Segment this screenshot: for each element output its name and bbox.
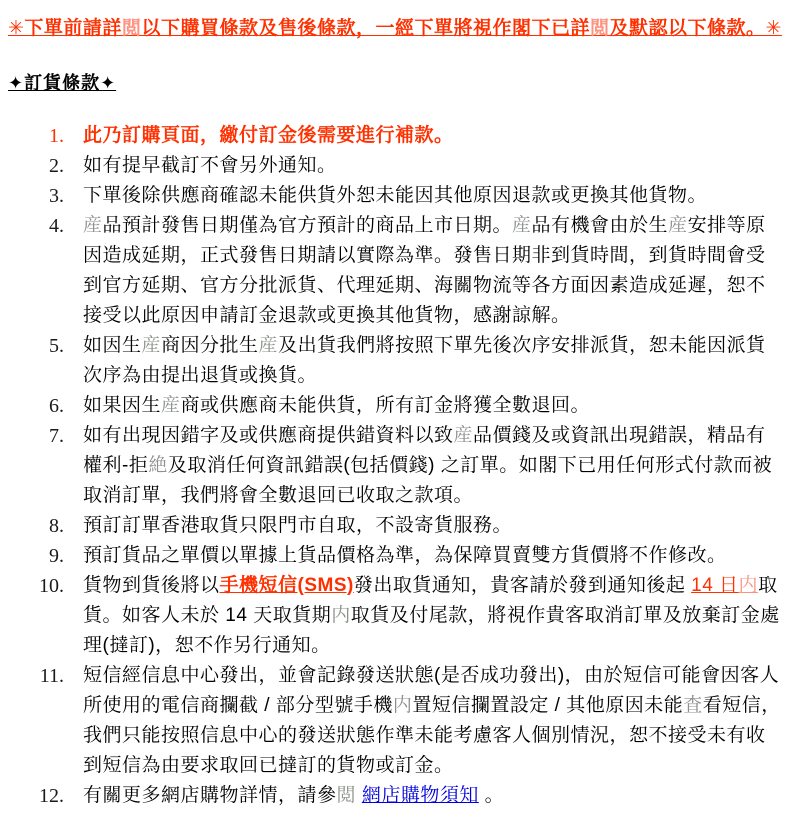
text-segment: 内 bbox=[392, 694, 413, 716]
text-segment: 及出貨我們將按照下單先後次序安排派貨，恕未能因派貨次序為由提出退貨或換貨。 bbox=[83, 334, 766, 386]
text-segment: 産 bbox=[512, 214, 532, 236]
term-number: 4. bbox=[49, 214, 64, 237]
term-item-1 bbox=[26, 121, 783, 151]
term-text bbox=[83, 391, 783, 421]
term-item-2 bbox=[26, 151, 783, 181]
text-segment: ✳下單前請詳 bbox=[8, 18, 122, 39]
term-number: 8. bbox=[49, 514, 64, 537]
shop-guide-link[interactable]: 網店購物須知 bbox=[361, 784, 479, 806]
term-text bbox=[83, 121, 783, 151]
text-segment: 産 bbox=[668, 214, 688, 236]
term-item-10 bbox=[26, 571, 783, 661]
term-text bbox=[83, 181, 783, 211]
text-segment: 内 bbox=[738, 574, 759, 596]
text-segment: 商因分批生 bbox=[161, 334, 259, 356]
text-segment: 下單後除供應商確認未能供貨外恕未能因其他原因退款或更換其他貨物。 bbox=[83, 184, 708, 206]
text-segment: 閲 bbox=[589, 18, 610, 39]
text-segment: 如果因生 bbox=[83, 394, 162, 416]
term-text bbox=[83, 661, 783, 781]
text-segment: 品有機會由於生 bbox=[531, 214, 669, 236]
text-segment: 短信經信息中心發出，並會記錄發送狀態(是否成功發出)，由於短信可能會因客人所使用的電信商攔截 / 部分型號手機 bbox=[83, 664, 780, 716]
text-segment: 手機短信(SMS) bbox=[219, 574, 354, 596]
text-segment: 商或供應商未能供貨，所有訂金將獲全數退回。 bbox=[180, 394, 591, 416]
text-segment: 品價錢及或資訊出現錯誤，精品有權利-拒 bbox=[83, 424, 766, 476]
term-text bbox=[83, 781, 783, 811]
term-item-12 bbox=[26, 781, 783, 811]
term-number: 5. bbox=[49, 334, 64, 357]
term-item-5 bbox=[26, 331, 783, 391]
term-text bbox=[83, 421, 783, 511]
text-segment: 安排等原因造成延期，正式發售日期請以實際為準。發售日期非到貨時間，到貨時間會受到官方延期、官方分批派貨、代理延期、海關物流等各方面因素造成延遲，恕不接受以此原因申請訂金退款或更換其他貨物，感謝諒解。 bbox=[83, 214, 766, 326]
term-number: 6. bbox=[49, 394, 64, 417]
term-number: 2. bbox=[49, 154, 64, 177]
term-item-4 bbox=[26, 211, 783, 331]
terms-list bbox=[0, 121, 795, 811]
term-number: 9. bbox=[49, 544, 64, 567]
text-segment: 如因生 bbox=[83, 334, 142, 356]
text-segment: 此乃訂購頁面，繳付訂金後需要進行補款。 bbox=[83, 124, 454, 146]
term-number: 12. bbox=[39, 784, 64, 807]
text-segment: 産 bbox=[83, 214, 103, 236]
text-segment: 看短信，我們只能按照信息中心的發送狀態作準未能考慮客人個別情況，恕不接受未有收到短信為由要求取回已撻訂的貨物或訂金。 bbox=[83, 694, 781, 776]
text-segment: 及取消任何資訊錯誤(包括價錢) 之訂單。如閣下已用任何形式付款而被取消訂單，我們將會全數退回已收取之款項。 bbox=[83, 454, 773, 506]
text-segment: 貨物到貨後將以 bbox=[83, 574, 220, 596]
text-segment: 有關更多網店購物詳情，請參 bbox=[83, 784, 337, 806]
text-segment: 産 bbox=[141, 334, 162, 356]
text-segment: 絶 bbox=[148, 454, 168, 476]
term-number: 11. bbox=[39, 664, 64, 687]
text-segment: 預訂訂單香港取貨只限門市自取，不設寄貨服務。 bbox=[83, 514, 513, 536]
term-item-9 bbox=[26, 541, 783, 571]
text-segment: 。 bbox=[478, 784, 505, 806]
text-segment: 以下購買條款及售後條款，一經下單將視作閣下已詳 bbox=[141, 18, 590, 39]
term-item-7 bbox=[26, 421, 783, 511]
text-segment: 閲 bbox=[121, 18, 142, 39]
term-text bbox=[83, 151, 783, 181]
text-segment: 發出取貨通知，貴客請於發到通知後起 bbox=[353, 574, 692, 596]
term-number: 1. bbox=[49, 124, 64, 147]
terms-notice-title bbox=[8, 16, 801, 42]
text-segment: 取貨及付尾款，將視作貴客取消訂單及放棄訂金處理(撻訂)，恕不作另行通知。 bbox=[83, 604, 780, 656]
term-number: 3. bbox=[49, 184, 64, 207]
text-segment: 14 日 bbox=[691, 574, 739, 596]
term-item-11 bbox=[26, 661, 783, 781]
text-segment: 取貨。如客人未於 14 天取貨期 bbox=[83, 574, 778, 626]
text-segment: 如有出現因錯字及或供應商提供錯資料以致 bbox=[83, 424, 454, 446]
term-number: 7. bbox=[49, 424, 64, 447]
term-text bbox=[83, 571, 783, 661]
section-heading-order-terms: ✦訂貨條款✦ bbox=[8, 72, 117, 93]
term-text bbox=[83, 541, 783, 571]
term-text bbox=[83, 511, 783, 541]
text-segment: 及默認以下條款。✳ bbox=[609, 18, 782, 39]
text-segment: 置短信攔置設定 / 其他原因未能 bbox=[412, 694, 684, 716]
text-segment: 閲 bbox=[336, 784, 357, 806]
term-number: 10. bbox=[39, 574, 64, 597]
text-segment: 査 bbox=[683, 694, 703, 716]
text-segment: 如有提早截訂不會另外通知。 bbox=[83, 154, 337, 176]
term-text bbox=[83, 331, 783, 391]
term-item-8 bbox=[26, 511, 783, 541]
text-segment: 産 bbox=[161, 394, 181, 416]
term-text bbox=[83, 211, 783, 331]
text-segment: 品預計發售日期僅為官方預計的商品上市日期。 bbox=[102, 214, 513, 236]
text-segment: 内 bbox=[331, 604, 351, 626]
text-segment: 産 bbox=[258, 334, 279, 356]
term-item-3 bbox=[26, 181, 783, 211]
text-segment: 預訂貨品之單價以單據上貨品價格為準，為保障買賣雙方貨價將不作修改。 bbox=[83, 544, 727, 566]
text-segment: 産 bbox=[453, 424, 474, 446]
term-item-6 bbox=[26, 391, 783, 421]
